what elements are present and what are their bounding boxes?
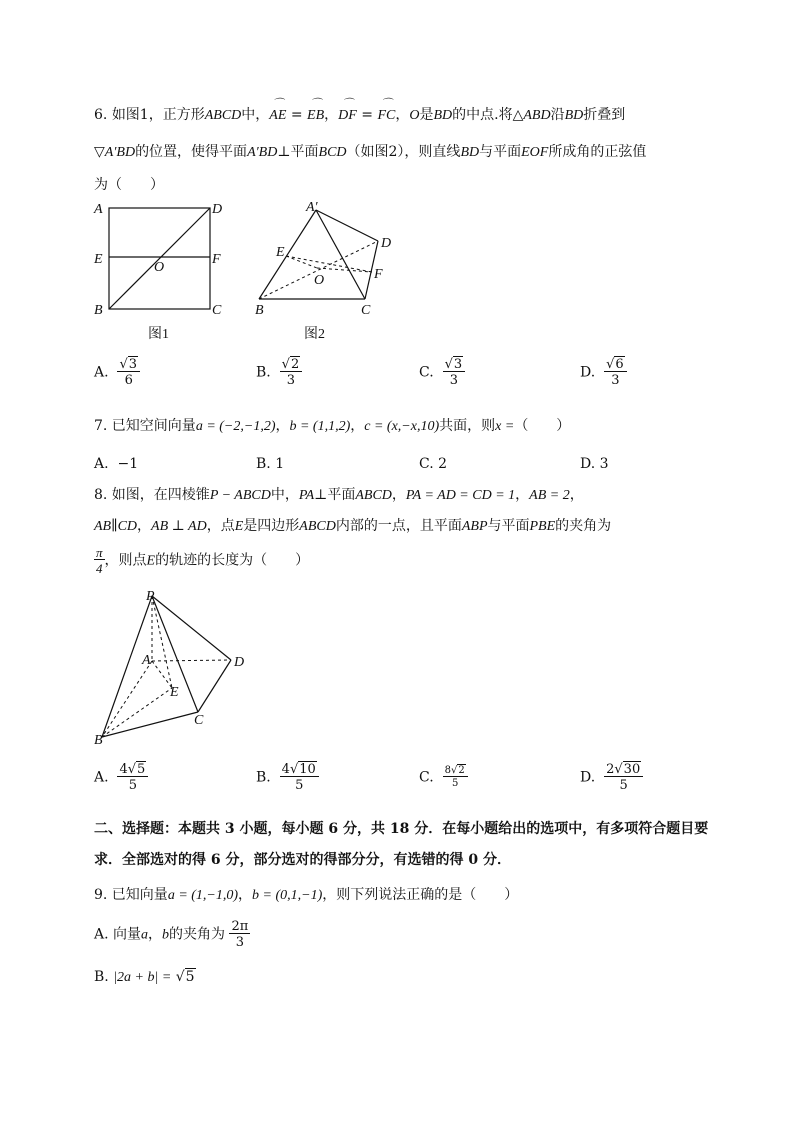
question-number: 6. [94,107,108,123]
fraction-2pi-over-3: $\frac{2\pi}{3}$ [231,919,249,950]
fraction: $\frac{8√2}{5}$ [443,766,468,789]
arc-FC: ⌒ FC [377,107,395,125]
label-D: D [234,655,245,670]
fig2-caption: 图2 [304,327,325,342]
label-E: E [276,245,285,260]
label-D: D [212,202,223,217]
arc-EB: ⌒ EB [307,107,324,125]
section-2-heading-line-1: 二、选择题：本题共 3 小题，每小题 6 分，共 18 分．在每小题给出的选项中，有多项符合题目要 [94,821,709,837]
q6-option-d[interactable]: D. $\frac{√6}{3}$ [580,358,627,387]
fraction: $\frac{4√5}{5}$ [117,763,148,792]
q9-option-a[interactable]: A. 向量a，b的夹角为 $\frac{2\pi}{3}$ [94,919,249,950]
section-2-heading-line-2: 求．全部选对的得 6 分，部分选对的得部分分，有选错的得 0 分． [94,852,511,868]
fraction-pi-over-4: $\frac{\pi}{4}$ [96,545,103,576]
vector-a: a = (−2,−1,2) [195,419,276,434]
label-O: O [154,260,165,275]
label-C: C [194,713,204,728]
q8-option-b[interactable]: B. $\frac{4√10}{5}$ [256,763,319,792]
q7-option-c[interactable]: C. 2 [419,456,448,472]
fraction: $\frac{√3}{3}$ [443,358,466,387]
fraction: $\frac{√6}{3}$ [604,358,627,387]
label-B: B [255,303,264,318]
label-F: F [374,267,383,282]
label-Aprime: A′ [306,200,318,215]
q7-option-b[interactable]: B. 1 [256,456,285,472]
segment-EF-dashed [286,256,372,272]
q8-line-2: AB∥CD，AB ⊥ AD，点E是四边形ABCD内部的一点，且平面ABP与平面PBE的夹角为 [94,518,612,534]
vector-c: c = (x,−x,10) [364,419,440,434]
q6-line-2: ▽A′BD的位置，使得平面A′BD⊥平面BCD（如图2），则直线BD与平面EOF所成角的正弦值 [94,144,647,160]
segment-BE-dashed [102,688,172,737]
q6-option-b[interactable]: B. $\frac{√2}{3}$ [256,358,302,387]
arc-DF: ⌒ DF [338,107,357,125]
vector-b: b = (1,1,2) [289,419,351,434]
label-E: E [170,685,179,700]
q9-line-1: 9. 已知向量a = (1,−1,0)，b = (0,1,−1)，则下列说法正确的是（ ） [94,887,519,903]
q7-option-a[interactable]: A. −1 [94,456,139,472]
q8-line-1: 8. 如图，在四棱锥P − ABCD中，PA⊥平面ABCD，PA = AD = CD = 1，AB = 2， [94,487,584,503]
q6-line-1: 6. 如图1，正方形ABCD中，⌒ AE = ⌒ EB，⌒ DF = ⌒ FC，O是BD的中点.将△ABD沿BD折叠到 [94,106,625,125]
fraction: $\frac{√3}{6}$ [117,358,140,387]
fraction: $\frac{√2}{3}$ [280,358,303,387]
q8-option-c[interactable]: C. $\frac{8√2}{5}$ [419,766,468,789]
segment-CD [198,660,231,712]
q8-option-a[interactable]: A. $\frac{4√5}{5}$ [94,763,148,792]
q7-line-1: 7. 已知空间向量a = (−2,−1,2)，b = (1,1,2)，c = (x,−x,10)共面，则x =（ ） [94,418,571,434]
q6-option-c[interactable]: C. $\frac{√3}{3}$ [419,358,465,387]
label-D: D [381,236,392,251]
q6-line-3: 为（ ） [94,177,164,193]
label-O: O [314,273,325,288]
q6-option-a[interactable]: A. $\frac{√3}{6}$ [94,358,140,387]
segment-AD [316,210,378,241]
label-C: C [361,303,371,318]
label-A: A [142,653,151,668]
label-A: A [94,202,103,217]
q8-line-3: $\frac{\pi}{4}$ ，则点E的轨迹的长度为（ ） [96,545,310,576]
segment-BC [102,712,198,737]
label-P: P [146,589,155,604]
q9-option-b[interactable]: B. |2a + b| = √5 [94,969,195,985]
q7-option-d[interactable]: D. 3 [580,456,609,472]
vector-b: b = (0,1,−1) [252,888,323,903]
figure-1-square [90,196,240,344]
label-F: F [212,252,221,267]
fig1-caption: 图1 [148,327,169,342]
arc-AE: ⌒ AE [269,107,286,125]
figure-2-folded [250,196,410,344]
label-B: B [94,733,103,748]
label-C: C [212,303,222,318]
fraction: $\frac{4√10}{5}$ [280,763,319,792]
vector-a: a = (1,−1,0) [167,888,239,903]
segment-BD [109,208,210,309]
segment-EO-dashed [286,256,317,268]
label-E: E [94,252,103,267]
q8-option-d[interactable]: D. $\frac{2√30}{5}$ [580,763,643,792]
figure-pyramid [90,584,250,748]
fraction: $\frac{2√30}{5}$ [604,763,643,792]
segment-AD-dashed [152,660,231,661]
label-B: B [94,303,103,318]
